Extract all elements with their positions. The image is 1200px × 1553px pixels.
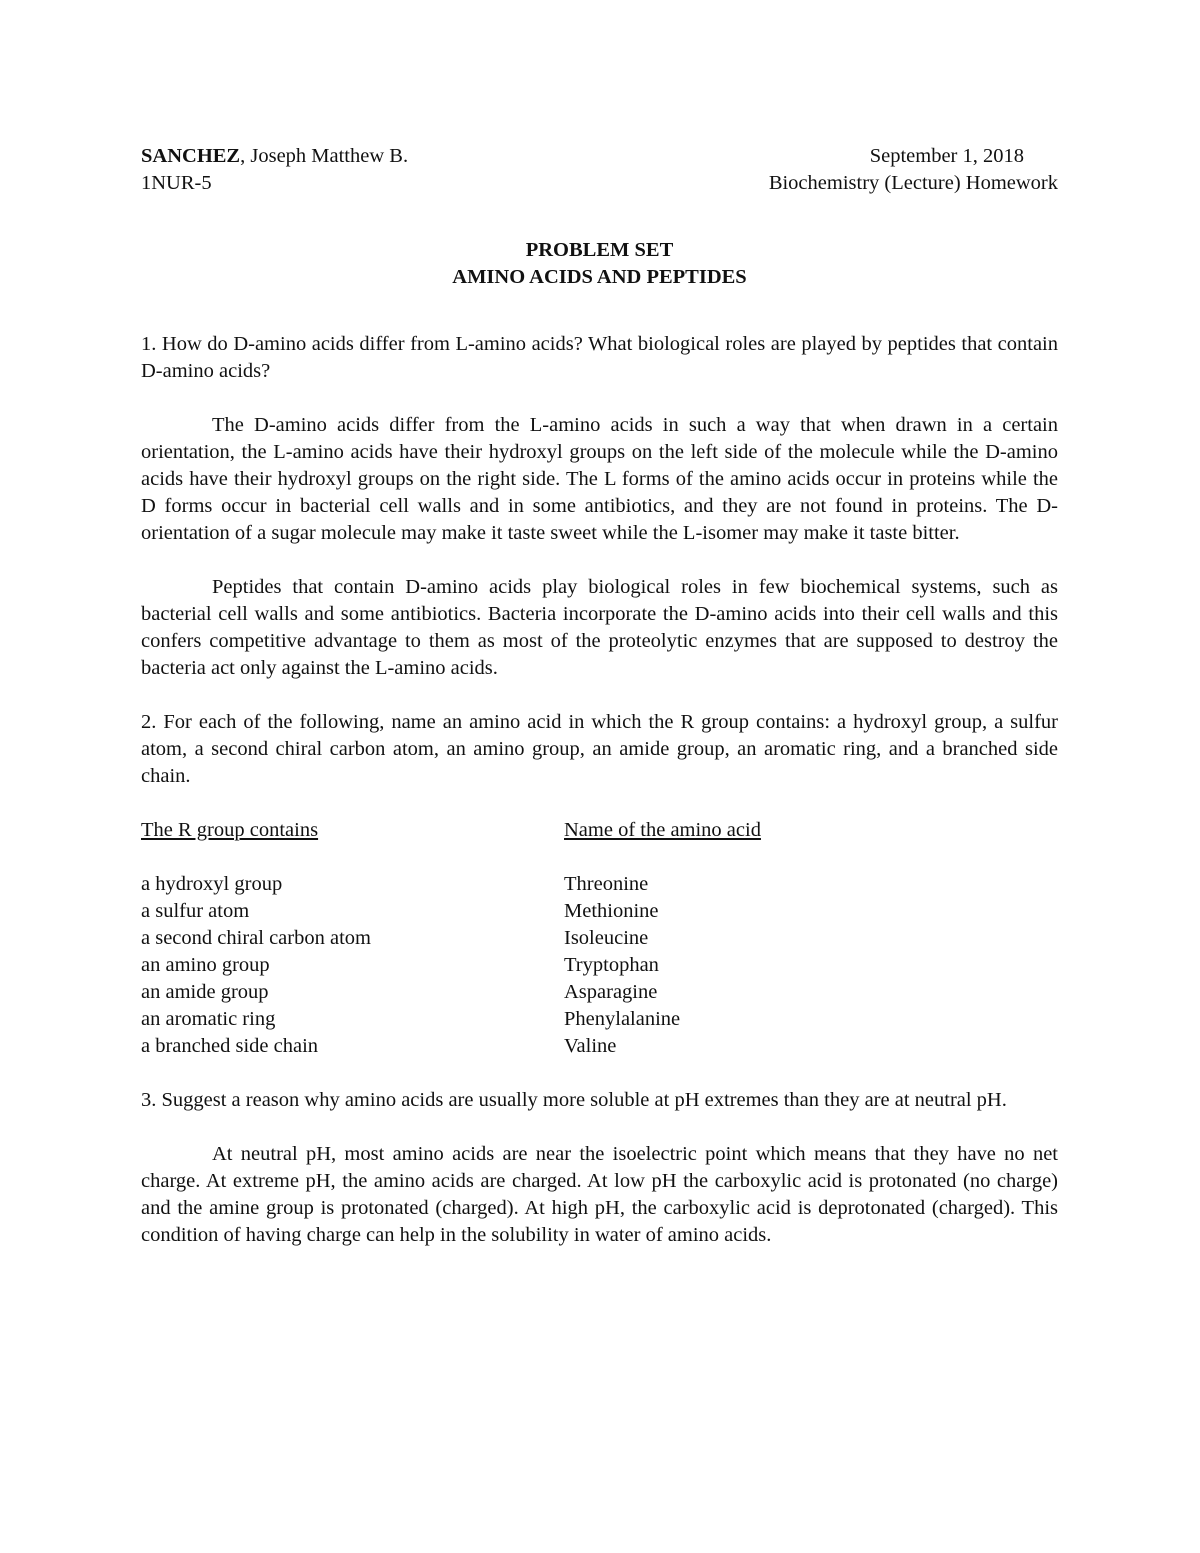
student-surname: SANCHEZ bbox=[141, 145, 241, 167]
spacer bbox=[141, 844, 1058, 871]
table-row bbox=[141, 898, 1058, 925]
table-row bbox=[141, 979, 1058, 1006]
table-row bbox=[141, 1006, 1058, 1033]
title-line-2: AMINO ACIDS AND PEPTIDES bbox=[452, 266, 747, 288]
answer-1-paragraph-2: Peptides that contain D-amino acids play biological roles in few biochemical systems, such as bacterial cell walls and some antibiotics. Bacteria incorporate the D-amino acids into their cell walls and this confers competitive advantage to them as most of the proteolytic enzymes that are supposed to destroy the bacteria act only against the L-amino acids. bbox=[141, 576, 1058, 679]
r-group-cell: an amino group bbox=[141, 954, 270, 976]
header-cell-amino-acid bbox=[564, 817, 1058, 844]
spacer bbox=[141, 1114, 1058, 1141]
amino-acid-cell: Asparagine bbox=[564, 981, 658, 1003]
table-row bbox=[141, 871, 1058, 898]
course-title: Biochemistry (Lecture) Homework bbox=[768, 172, 1058, 194]
r-group-cell: a hydroxyl group bbox=[141, 873, 283, 895]
amino-acid-cell: Threonine bbox=[564, 873, 649, 895]
title-line-1: PROBLEM SET bbox=[525, 239, 674, 261]
r-group-cell: a sulfur atom bbox=[141, 900, 250, 922]
table-row bbox=[141, 925, 1058, 952]
table-header-row bbox=[141, 817, 1058, 844]
amino-acid-cell: Tryptophan bbox=[564, 954, 659, 976]
table-row bbox=[141, 1033, 1058, 1060]
amino-acid-table bbox=[141, 817, 1058, 1060]
spacer bbox=[141, 1060, 1058, 1087]
submission-date: September 1, 2018 bbox=[869, 145, 1024, 167]
question-2: 2. For each of the following, name an amino acid in which the R group contains: a hydroxyl group, a sulfur atom, a second chiral carbon atom, an amino group, an amide group, an aromatic ring, and a branched side chain. bbox=[141, 711, 1058, 787]
r-group-cell: an aromatic ring bbox=[141, 1008, 276, 1030]
col-amino-acid-header: Name of the amino acid bbox=[564, 819, 761, 841]
r-group-cell: a branched side chain bbox=[141, 1035, 319, 1057]
question-1: 1. How do D-amino acids differ from L-amino acids? What biological roles are played by peptides that contain D-amino acids? bbox=[141, 333, 1058, 382]
amino-acid-cell: Methionine bbox=[564, 900, 659, 922]
amino-acid-cell: Isoleucine bbox=[564, 927, 649, 949]
table-row bbox=[141, 952, 1058, 979]
header-cell-r-group bbox=[141, 817, 564, 844]
document-page bbox=[141, 143, 1058, 1249]
amino-acid-cell: Phenylalanine bbox=[564, 1008, 681, 1030]
col-r-group-header: The R group contains bbox=[141, 819, 319, 841]
amino-acid-cell: Valine bbox=[564, 1035, 617, 1057]
student-name bbox=[141, 143, 408, 170]
question-3: 3. Suggest a reason why amino acids are usually more soluble at pH extremes than they are at neutral pH. bbox=[141, 1089, 1007, 1111]
header-row-1 bbox=[141, 143, 1058, 170]
document-title bbox=[141, 237, 1058, 291]
header-row-2 bbox=[141, 170, 1058, 197]
answer-3-paragraph-1: At neutral pH, most amino acids are near the isoelectric point which means that they have no net charge. At extreme pH, the amino acids are charged. At low pH the carboxylic acid is protonated (no charge) and the amine group is protonated (charged). At high pH, the carboxylic acid is deprotonated (charged). This condition of having charge can help in the solubility in water of amino acids. bbox=[141, 1143, 1058, 1246]
spacer bbox=[141, 682, 1058, 709]
r-group-cell: a second chiral carbon atom bbox=[141, 927, 371, 949]
spacer bbox=[141, 385, 1058, 412]
spacer bbox=[141, 547, 1058, 574]
student-given-names: , Joseph Matthew B. bbox=[240, 145, 409, 167]
r-group-cell: an amide group bbox=[141, 981, 269, 1003]
student-section: 1NUR-5 bbox=[141, 172, 212, 194]
answer-1-paragraph-1: The D-amino acids differ from the L-amino acids in such a way that when drawn in a certain orientation, the L-amino acids have their hydroxyl groups on the left side of the molecule while the D-amino acids have their hydroxyl groups on the right side. The L forms of the amino acids occur in proteins while the D forms occur in bacterial cell walls and in some antibiotics, and they are not found in proteins. The D-orientation of a sugar molecule may make it taste sweet while the L-isomer may make it taste bitter. bbox=[141, 414, 1058, 544]
